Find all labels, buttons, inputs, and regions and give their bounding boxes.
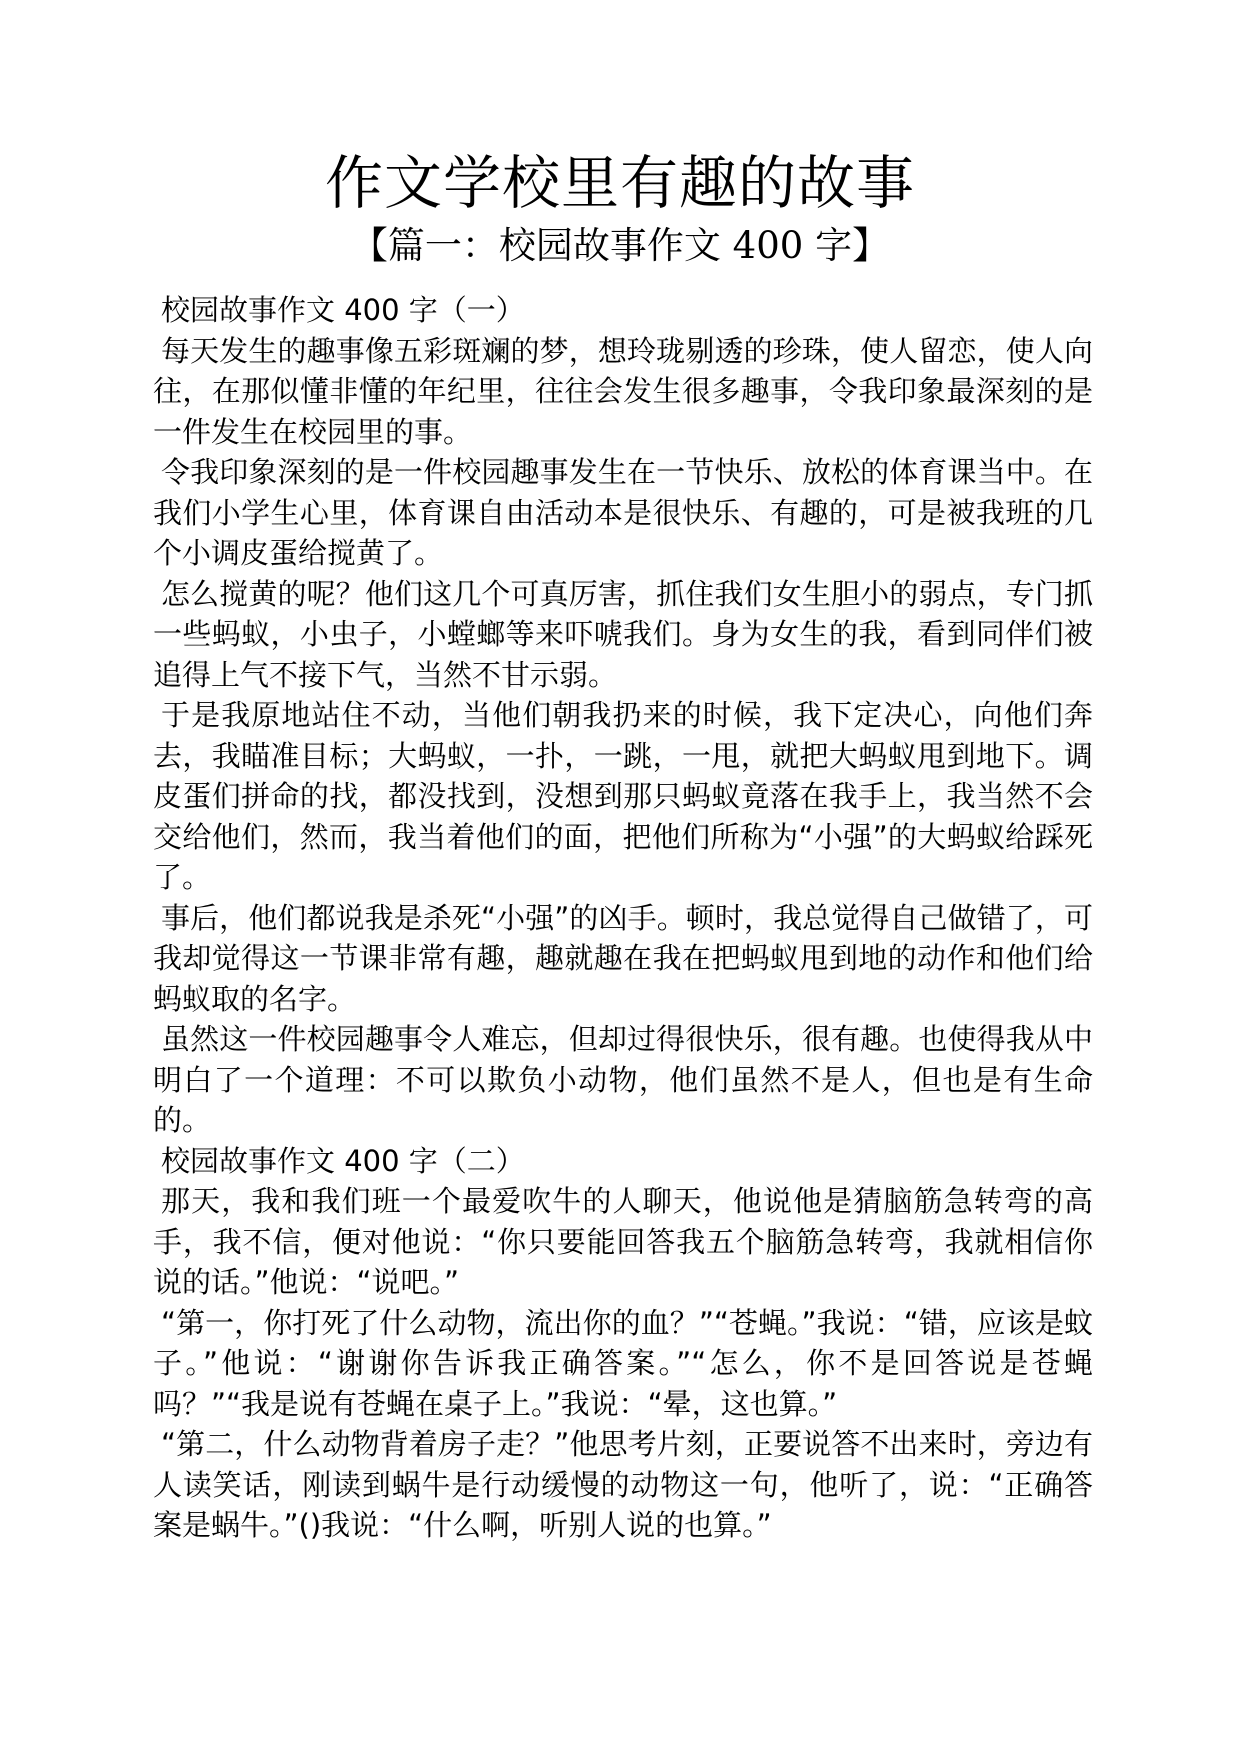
section-heading-2: 校园故事作文 400 字（二） bbox=[161, 1143, 525, 1178]
document-body bbox=[153, 290, 1093, 1546]
paragraph: “第二，什么动物背着房子走？”他思考片刻，正要说答不出来时，旁边有人读笑话，刚读到蜗牛是行动缓慢的动物这一句，他听了，说：“正确答案是蜗牛。”()我说：“什么啊，听别人说的也算。” bbox=[153, 1427, 1093, 1542]
paragraph: 事后，他们都说我是杀死“小强”的凶手。顿时，我总觉得自己做错了，可我却觉得这一节课非常有趣，趣就趣在我在把蚂蚁甩到地的动作和他们给蚂蚁取的名字。 bbox=[153, 900, 1093, 1016]
paragraph: 怎么搅黄的呢？他们这几个可真厉害，抓住我们女生胆小的弱点，专门抓一些蚂蚁，小虫子，小螳螂等来吓唬我们。身为女生的我，看到同伴们被追得上气不接下气，当然不甘示弱。 bbox=[153, 576, 1093, 692]
paragraph: 于是我原地站住不动，当他们朝我扔来的时候，我下定决心，向他们奔去，我瞄准目标；大蚂蚁，一扑，一跳，一甩，就把大蚂蚁甩到地下。调皮蛋们拼命的找，都没找到，没想到那只蚂蚁竟落在我手上，我当然不会交给他们，然而，我当着他们的面，把他们所称为“小强”的大蚂蚁给踩死了。 bbox=[153, 698, 1093, 894]
document-subtitle: 【篇一：校园故事作文 400 字】 bbox=[350, 224, 890, 267]
paragraph: 虽然这一件校园趣事令人难忘，但却过得很快乐，很有趣。也使得我从中明白了一个道理：不可以欺负小动物，他们虽然不是人，但也是有生命的。 bbox=[153, 1022, 1093, 1137]
paragraph: 令我印象深刻的是一件校园趣事发生在一节快乐、放松的体育课当中。在我们小学生心里，体育课自由活动本是很快乐、有趣的，可是被我班的几个小调皮蛋给搅黄了。 bbox=[153, 455, 1093, 570]
paragraph: 每天发生的趣事像五彩斑斓的梦，想玲珑剔透的珍珠，使人留恋，使人向往，在那似懂非懂的年纪里，往往会发生很多趣事，令我印象最深刻的是一件发生在校园里的事。 bbox=[153, 333, 1093, 449]
section-heading-1: 校园故事作文 400 字（一） bbox=[161, 293, 525, 327]
paragraph: “第一，你打死了什么动物，流出你的血？”“苍蝇。”我说：“错，应该是蚊子。”他说：“谢谢你告诉我正确答案。”“怎么，你不是回答说是苍蝇吗？”“我是说有苍蝇在桌子上。”我说：“晕，这也算。” bbox=[153, 1305, 1093, 1421]
document-title: 作文学校里有趣的故事 bbox=[324, 149, 915, 217]
paragraph: 那天，我和我们班一个最爱吹牛的人聊天，他说他是猜脑筋急转弯的高手，我不信，便对他说：“你只要能回答我五个脑筋急转弯，我就相信你说的话。”他说：“说吧。” bbox=[153, 1184, 1093, 1299]
